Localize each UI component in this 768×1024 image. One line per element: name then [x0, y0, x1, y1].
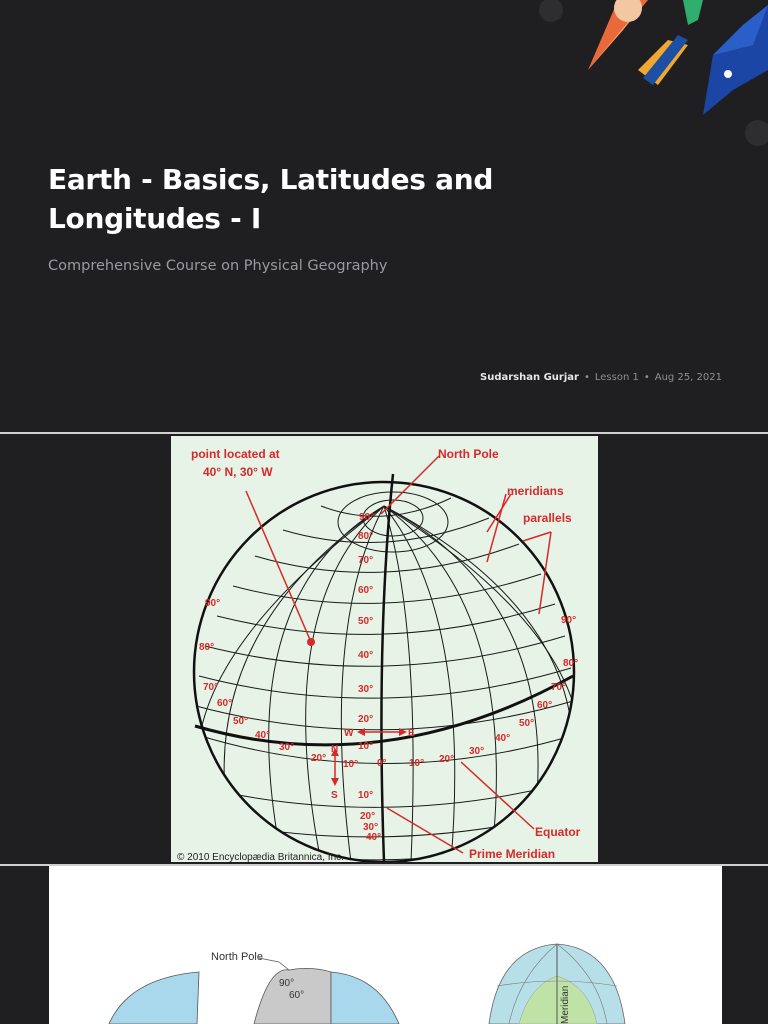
- lat-tick-90: 90°: [279, 978, 295, 989]
- lon-tick-east: 80°: [563, 658, 579, 669]
- compass-west: W: [344, 728, 354, 739]
- prime-meridian-label: Prime Meridian: [469, 847, 556, 861]
- lat-tick: 0°: [377, 758, 387, 769]
- hemispheres-slide: [0, 866, 768, 1024]
- copyright-text: © 2010 Encyclopædia Britannica, Inc.: [177, 852, 344, 862]
- lat-tick: 80°: [358, 531, 374, 542]
- parallels-label: parallels: [523, 511, 572, 525]
- lat-tick: 20°: [360, 811, 376, 822]
- meridians-label: meridians: [507, 484, 564, 498]
- title-line-1: Earth - Basics, Latitudes and: [48, 163, 494, 196]
- north-pole-label: North Pole: [438, 447, 499, 461]
- lon-tick-east: 60°: [537, 700, 553, 711]
- lat-tick: 20°: [358, 714, 374, 725]
- lesson-title: [48, 160, 568, 238]
- compass-south: S: [331, 790, 338, 801]
- point-label-line-2: 40° N, 30° W: [203, 465, 273, 479]
- separator-dot: •: [583, 372, 590, 383]
- lon-tick-east: 90°: [561, 615, 577, 626]
- lat-tick: 40°: [358, 650, 374, 661]
- lesson-number: Lesson 1: [594, 372, 639, 383]
- course-subtitle: Comprehensive Course on Physical Geography: [48, 258, 388, 274]
- globe-svg: [171, 436, 598, 862]
- lat-tick: 60°: [358, 585, 374, 596]
- lon-tick-west: 90°: [205, 598, 221, 609]
- lon-tick-east: 50°: [519, 718, 535, 729]
- lon-tick-east: 70°: [551, 682, 567, 693]
- point-label-line-1: point located at: [191, 447, 280, 461]
- lon-tick-west: 40°: [255, 730, 271, 741]
- lat-tick: 10°: [358, 790, 374, 801]
- lat-tick: 70°: [358, 555, 374, 566]
- lat-tick: 30°: [363, 822, 379, 833]
- hemisphere-svg: [49, 866, 722, 1024]
- north-pole-label: North Pole: [211, 951, 263, 963]
- lon-tick-west: 20°: [311, 753, 327, 764]
- lesson-date: Aug 25, 2021: [654, 372, 722, 383]
- lon-tick-west: 50°: [233, 716, 249, 727]
- meridian-text: Meridian: [560, 985, 571, 1024]
- globe-slide: [0, 434, 768, 864]
- lon-tick-west: 80°: [199, 642, 215, 653]
- lon-tick-east: 20°: [439, 754, 455, 765]
- lat-tick: 90°: [359, 512, 375, 523]
- lesson-meta: [480, 372, 722, 383]
- lon-tick-east: 40°: [495, 733, 511, 744]
- lon-tick-west: 70°: [203, 682, 219, 693]
- compass-east: E: [408, 728, 415, 739]
- lat-tick: 40°: [366, 832, 382, 843]
- lat-tick: 50°: [358, 616, 374, 627]
- author-name: Sudarshan Gurjar: [480, 372, 579, 383]
- equator-label: Equator: [535, 825, 581, 839]
- lon-tick-east: 10°: [409, 758, 425, 769]
- lon-tick-west: 60°: [217, 698, 233, 709]
- lat-tick: 30°: [358, 684, 374, 695]
- globe-diagram: [171, 436, 598, 862]
- hemisphere-diagram: [49, 866, 722, 1024]
- lon-tick-east: 30°: [469, 746, 485, 757]
- lat-tick: 10°: [358, 741, 374, 752]
- compass-north: N: [331, 744, 339, 755]
- lon-tick-west: 10°: [343, 759, 359, 770]
- lon-tick-west: 30°: [279, 742, 295, 753]
- separator-dot: •: [643, 372, 650, 383]
- decorative-illustration: [528, 0, 768, 150]
- title-slide: [0, 0, 768, 432]
- title-line-2: Longitudes - I: [48, 202, 262, 235]
- lat-tick-60: 60°: [289, 990, 305, 1001]
